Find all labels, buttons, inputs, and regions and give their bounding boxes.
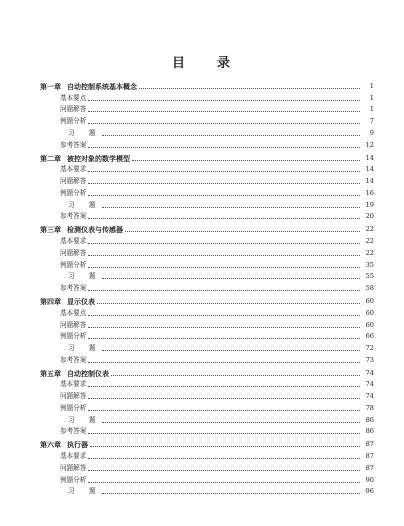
page-number: 14 <box>365 165 374 174</box>
chapter-number: 第四章 <box>40 297 61 306</box>
dot-leader <box>88 286 360 291</box>
page-number: 86 <box>365 415 374 424</box>
toc-chapter-entry[interactable] <box>40 150 374 162</box>
toc-section-entry[interactable] <box>40 448 374 460</box>
page-number: 87 <box>365 463 374 472</box>
toc-section-entry[interactable] <box>40 317 374 329</box>
dot-leader <box>102 418 360 423</box>
table-of-contents <box>40 77 374 495</box>
chapter-title: 检测仪表与传感器 <box>67 225 123 235</box>
section-label: 习 题 <box>68 200 100 209</box>
dot-leader <box>125 227 360 232</box>
dot-leader <box>88 167 360 172</box>
toc-section-entry[interactable] <box>40 173 374 185</box>
toc-chapter-entry[interactable] <box>40 365 374 377</box>
page-number: 60 <box>365 297 374 305</box>
toc-section-entry[interactable] <box>40 257 374 269</box>
page-number: 74 <box>365 392 374 401</box>
dot-leader <box>132 156 360 161</box>
dot-leader <box>88 119 360 124</box>
toc-section-entry[interactable] <box>40 197 374 209</box>
toc-section-entry[interactable] <box>40 245 374 257</box>
chapter-title: 执行器 <box>67 440 88 450</box>
page-number: 55 <box>365 272 374 281</box>
toc-section-entry[interactable] <box>40 185 374 197</box>
dot-leader <box>88 358 360 363</box>
page-number: 19 <box>365 200 374 209</box>
dot-leader <box>88 406 360 411</box>
page-number: 96 <box>365 487 374 496</box>
dot-leader <box>88 323 360 328</box>
page-number: 22 <box>365 225 374 234</box>
page-number: 73 <box>365 355 374 364</box>
page-number: 22 <box>365 237 374 246</box>
chapter-title: 显示仪表 <box>67 297 95 306</box>
section-label: 问题解答 <box>60 177 87 186</box>
page-number: 87 <box>365 452 374 461</box>
section-label: 参考答案 <box>60 355 87 364</box>
toc-section-entry[interactable] <box>40 472 374 484</box>
section-label: 问题解答 <box>60 248 87 257</box>
toc-section-entry[interactable] <box>40 340 374 352</box>
dot-leader <box>88 429 360 434</box>
page-number: 74 <box>365 368 374 377</box>
dot-leader <box>139 84 360 89</box>
section-label: 习 题 <box>68 344 100 352</box>
page-title <box>0 52 404 71</box>
toc-section-entry[interactable] <box>40 233 374 245</box>
page-number: 66 <box>365 332 374 341</box>
chapter-heading <box>40 226 123 233</box>
page-number: 60 <box>365 320 374 329</box>
page-number: 14 <box>365 153 374 162</box>
dot-leader <box>97 299 360 304</box>
dot-leader <box>88 454 360 459</box>
section-label: 例题分析 <box>60 260 87 269</box>
chapter-heading <box>40 155 130 162</box>
page-number: 16 <box>365 188 374 197</box>
toc-section-entry[interactable] <box>40 305 374 317</box>
toc-section-entry[interactable] <box>40 377 374 389</box>
chapter-number: 第六章 <box>40 440 61 450</box>
toc-chapter-entry[interactable] <box>40 293 374 305</box>
toc-section-entry[interactable] <box>40 352 374 364</box>
dot-leader <box>88 214 360 219</box>
page-number: 7 <box>369 117 374 126</box>
page-number: 58 <box>365 284 374 293</box>
section-label: 参考答案 <box>60 427 87 436</box>
chapter-heading <box>40 441 88 448</box>
section-label: 例题分析 <box>60 403 87 412</box>
page-number: 60 <box>365 308 374 317</box>
chapter-number: 第二章 <box>40 153 61 163</box>
chapter-title: 被控对象的数学模型 <box>67 153 130 163</box>
dot-leader <box>88 251 360 256</box>
page-number: 20 <box>365 212 374 221</box>
page-number: 72 <box>365 344 374 352</box>
title-char-2: 录 <box>217 56 233 71</box>
dot-leader <box>88 96 360 101</box>
dot-leader <box>102 489 360 494</box>
chapter-number: 第五章 <box>40 368 61 378</box>
section-label: 问题解答 <box>60 105 87 114</box>
chapter-number: 第一章 <box>40 81 61 91</box>
chapter-number: 第三章 <box>40 225 61 235</box>
section-label: 问题解答 <box>60 463 87 472</box>
dot-leader <box>88 191 360 196</box>
dot-leader <box>88 478 360 483</box>
toc-section-entry[interactable] <box>40 209 374 221</box>
section-label: 基本要点 <box>60 93 87 102</box>
dot-leader <box>88 466 360 471</box>
section-label: 例题分析 <box>60 475 87 484</box>
section-label: 基本要求 <box>60 237 87 246</box>
section-label: 习 题 <box>68 272 100 281</box>
dot-leader <box>90 442 360 447</box>
chapter-heading <box>40 370 109 377</box>
dot-leader <box>111 371 360 376</box>
toc-section-entry[interactable] <box>40 137 374 149</box>
section-label: 基本要求 <box>60 380 87 389</box>
toc-section-entry[interactable] <box>40 460 374 472</box>
chapter-heading <box>40 83 137 90</box>
dot-leader <box>88 263 360 268</box>
section-label: 问题解答 <box>60 392 87 401</box>
dot-leader <box>88 382 360 387</box>
page-number: 90 <box>365 475 374 484</box>
toc-section-entry[interactable] <box>40 280 374 292</box>
page-number: 87 <box>365 440 374 449</box>
toc-section-entry[interactable] <box>40 424 374 436</box>
section-label: 参考答案 <box>60 212 87 221</box>
dot-leader <box>102 203 360 208</box>
section-label: 习 题 <box>68 128 100 137</box>
toc-chapter-entry[interactable] <box>40 222 374 234</box>
section-label: 习 题 <box>68 487 100 496</box>
page-number: 14 <box>365 177 374 186</box>
page-number: 74 <box>365 380 374 389</box>
toc-section-entry[interactable] <box>40 400 374 412</box>
chapter-title: 自动控制仪表 <box>67 368 109 378</box>
toc-section-entry[interactable] <box>40 329 374 341</box>
dot-leader <box>102 274 360 279</box>
dot-leader <box>102 131 360 136</box>
section-label: 参考答案 <box>60 140 87 149</box>
dot-leader <box>88 143 360 148</box>
section-label: 参考答案 <box>60 284 87 293</box>
page-number: 86 <box>365 427 374 436</box>
page-number: 78 <box>365 403 374 412</box>
page-number: 35 <box>365 260 374 269</box>
page-number: 1 <box>369 81 374 90</box>
section-label: 基本要求 <box>60 452 87 461</box>
page-number: 22 <box>365 248 374 257</box>
page-number: 9 <box>369 128 374 137</box>
dot-leader <box>88 179 360 184</box>
toc-section-entry[interactable] <box>40 388 374 400</box>
dot-leader <box>88 239 360 244</box>
chapter-heading <box>40 298 95 305</box>
toc-section-entry[interactable] <box>40 162 374 174</box>
section-label: 例题分析 <box>60 117 87 126</box>
dot-leader <box>102 346 360 351</box>
chapter-title: 自动控制系统基本概念 <box>67 81 137 91</box>
toc-section-entry[interactable] <box>40 269 374 281</box>
toc-section-entry[interactable] <box>40 90 374 102</box>
section-label: 例题分析 <box>60 188 87 197</box>
toc-section-entry[interactable] <box>40 102 374 114</box>
toc-chapter-entry[interactable] <box>40 437 374 449</box>
toc-section-entry[interactable] <box>40 412 374 424</box>
section-label: 例题分析 <box>60 332 87 341</box>
title-char-1: 目 <box>171 56 187 71</box>
dot-leader <box>88 107 360 112</box>
page-number: 12 <box>365 140 374 149</box>
dot-leader <box>88 394 360 399</box>
section-label: 基本要点 <box>60 308 87 317</box>
section-label: 习 题 <box>68 415 100 424</box>
toc-section-entry[interactable] <box>40 484 374 496</box>
dot-leader <box>88 311 360 316</box>
page-number: 1 <box>369 93 374 102</box>
toc-section-entry[interactable] <box>40 125 374 137</box>
section-label: 基本要求 <box>60 165 87 174</box>
dot-leader <box>88 334 360 339</box>
section-label: 问题解答 <box>60 320 87 329</box>
page-number: 1 <box>369 105 374 114</box>
toc-chapter-entry[interactable] <box>40 78 374 90</box>
toc-section-entry[interactable] <box>40 113 374 125</box>
